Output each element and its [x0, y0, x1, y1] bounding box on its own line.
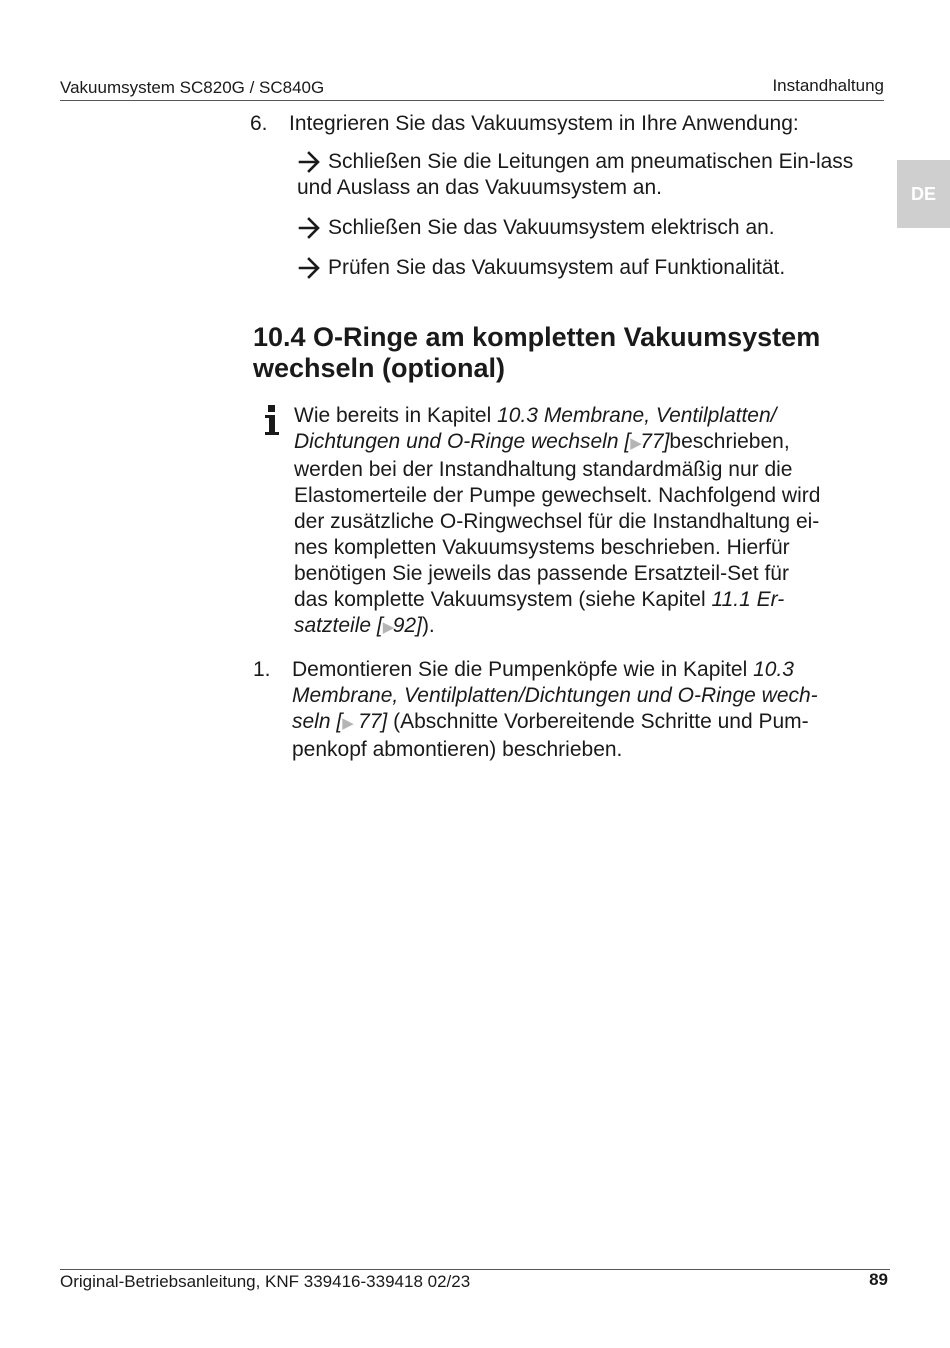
info-text: der zusätzliche O-Ringwechsel für die Instandhaltung ei-	[294, 510, 820, 533]
info-text: beschrieben,	[669, 430, 790, 453]
reference-bracket: [	[624, 430, 631, 453]
arrow-right-icon	[297, 255, 321, 281]
reference-title: Membrane, Ventilplatten/Dichtungen und O-Ringe wech-	[292, 684, 818, 707]
info-icon	[263, 404, 281, 436]
reference-title: satzteile	[294, 614, 372, 637]
header-section: Instandhaltung	[772, 76, 884, 95]
step-text-part: (Abschnitte Vorbereitende Schritte und Pum-	[393, 710, 809, 733]
info-text: werden bei der Instandhaltung standardmäßig nur die	[294, 458, 793, 481]
section-heading-line: wechseln (optional)	[253, 353, 506, 383]
reference-title: 10.3	[753, 658, 794, 681]
list-item	[297, 215, 867, 241]
section-heading-line: 10.4 O-Ringe am kompletten Vakuumsystem	[253, 322, 821, 352]
reference-title: 10.3 Membrane, Ventilplatten/	[497, 404, 777, 427]
step-number: 1.	[253, 658, 271, 681]
section-heading	[253, 322, 873, 384]
info-text: ).	[421, 614, 435, 637]
info-text: Elastomerteile der Pumpe gewechselt. Nachfolgend wird	[294, 484, 821, 507]
page-number: 89	[869, 1270, 888, 1289]
language-tab: DE	[897, 160, 950, 228]
header-title: Vakuumsystem SC820G / SC840G	[60, 78, 325, 97]
reference-bracket: [	[336, 710, 343, 733]
arrow-right-icon	[297, 215, 321, 241]
reference-page: 77]	[358, 710, 388, 733]
step-number: 6.	[250, 112, 268, 135]
info-paragraph	[294, 403, 864, 641]
list-item	[297, 149, 867, 201]
step-text	[292, 657, 867, 763]
footer-divider	[60, 1269, 890, 1270]
reference-title: seln	[292, 710, 331, 733]
arrow-right-icon	[297, 149, 321, 175]
info-text: Wie bereits in Kapitel	[294, 404, 492, 427]
step-text-part: Demontieren Sie die Pumpenköpfe wie in Kapitel	[292, 658, 748, 681]
list-item	[297, 255, 867, 281]
list-item-text: Prüfen Sie das Vakuumsystem auf Funktionalität.	[328, 256, 786, 279]
page-arrow-icon: ▶	[342, 715, 354, 732]
footer-document-id: Original-Betriebsanleitung, KNF 339416-339418 02/23	[60, 1272, 471, 1291]
reference-bracket: [	[376, 614, 383, 637]
list-item-text: Schließen Sie die Leitungen am pneumatischen Ein-lass und Auslass an das Vakuumsystem an.	[297, 150, 854, 199]
info-text: benötigen Sie jeweils das passende Ersatzteil-Set für	[294, 562, 789, 585]
reference-page: 92]	[392, 614, 422, 637]
step-text-part: penkopf abmontieren) beschrieben.	[292, 738, 623, 761]
reference-page: 77]	[640, 430, 670, 453]
reference-title: Dichtungen und O-Ringe wechseln	[294, 430, 619, 453]
info-text: das komplette Vakuumsystem (siehe Kapitel	[294, 588, 706, 611]
list-item-text: Schließen Sie das Vakuumsystem elektrisch an.	[328, 216, 775, 239]
page-arrow-icon: ▶	[382, 619, 395, 636]
header-divider	[60, 100, 884, 101]
info-text: nes kompletten Vakuumsystems beschrieben. Hierfür	[294, 536, 790, 559]
reference-title: 11.1 Er-	[711, 588, 785, 611]
step-text: Integrieren Sie das Vakuumsystem in Ihre Anwendung:	[289, 112, 799, 135]
page-arrow-icon: ▶	[630, 435, 642, 452]
